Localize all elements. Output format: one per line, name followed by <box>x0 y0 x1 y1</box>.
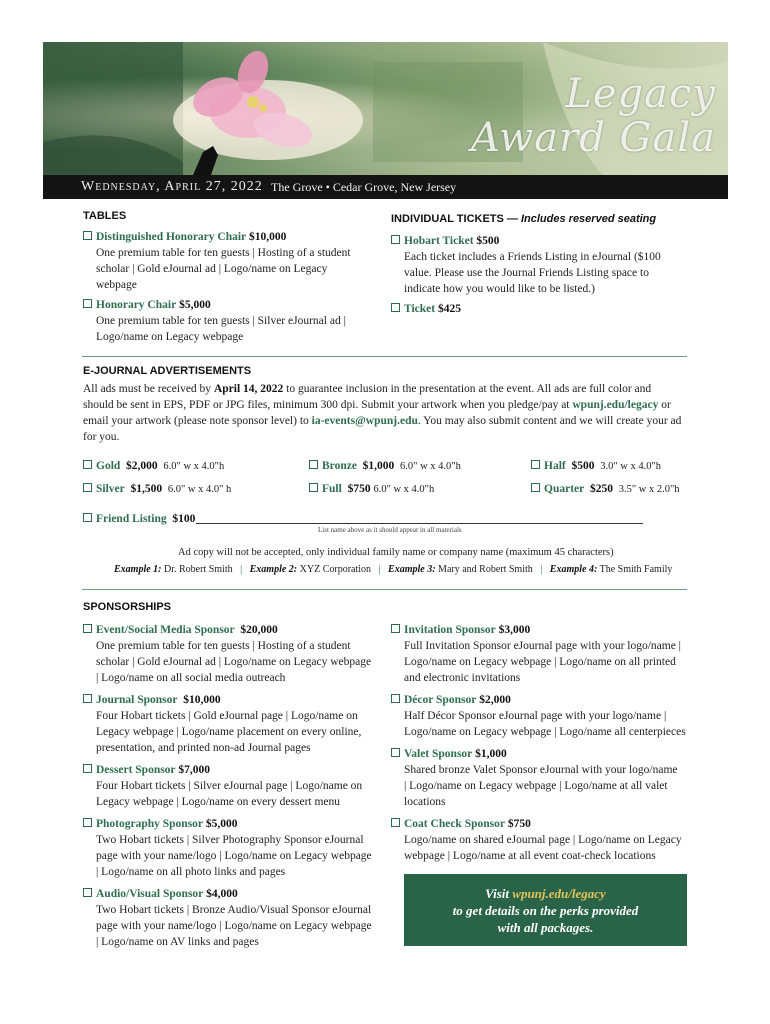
option-price: $4,000 <box>206 888 238 900</box>
option-name: Audio/Visual Sponsor <box>96 888 204 900</box>
option-price: $7,000 <box>178 764 211 776</box>
header-banner <box>43 42 728 175</box>
visit-line-2: to get details on the perks provided <box>452 903 639 918</box>
ticket-option-hobart[interactable] <box>391 233 499 249</box>
friend-listing-name: Friend Listing <box>96 513 167 525</box>
friend-listing-caption: List name above as it should appear in all materials <box>318 526 462 534</box>
desc-line: indicate how you would like to be listed.) <box>404 283 595 295</box>
friend-listing-option[interactable] <box>83 511 195 527</box>
checkbox-icon[interactable] <box>83 460 92 469</box>
desc-line: presentation, and printed non-ad Journal pages <box>96 742 311 754</box>
sponsor-option-valet[interactable] <box>391 746 507 762</box>
event-title <box>471 72 716 160</box>
option-name: Dessert Sponsor <box>96 764 176 776</box>
option-name: Journal Sponsor <box>96 694 178 706</box>
desc-line: Four Hobart tickets | Gold eJournal page | Logo/name on <box>96 710 358 722</box>
checkbox-icon[interactable] <box>391 694 400 703</box>
desc-line: Legacy webpage | Logo/name on every dessert menu <box>96 796 341 808</box>
checkbox-icon[interactable] <box>83 299 92 308</box>
ad-size: 6.0" w x 4.0" h <box>167 484 232 495</box>
desc-line: Two Hobart tickets | Silver Photography Sponsor eJournal <box>96 834 364 846</box>
text-run: email your artwork (please note sponsor level) to <box>83 415 312 427</box>
option-description <box>404 762 678 810</box>
option-name: Honorary Chair <box>96 299 177 311</box>
checkbox-icon[interactable] <box>391 235 400 244</box>
option-name: Valet Sponsor <box>404 748 473 760</box>
visit-text: Visit <box>485 886 513 901</box>
ad-name: Half <box>544 460 566 472</box>
option-name: Distinguished Honorary Chair <box>96 231 247 243</box>
desc-line: Each ticket includes a Friends Listing in eJournal ($100 <box>404 251 661 263</box>
sponsor-option-event-social[interactable] <box>83 622 278 638</box>
desc-line: scholar | Gold eJournal ad | Logo/name on Legacy <box>96 263 328 275</box>
option-description <box>404 832 682 864</box>
desc-line: | Logo/name on all social media outreach <box>96 672 286 684</box>
example-label: Example 4: <box>549 564 598 575</box>
desc-line: and electronic invitations <box>404 672 521 684</box>
checkbox-icon[interactable] <box>83 231 92 240</box>
visit-link[interactable]: wpunj.edu/legacy <box>512 886 606 901</box>
sponsor-option-invitation[interactable] <box>391 622 530 638</box>
option-name: Event/Social Media Sponsor <box>96 624 235 636</box>
ad-option-gold[interactable] <box>83 458 224 475</box>
checkbox-icon[interactable] <box>83 694 92 703</box>
sponsor-option-coat-check[interactable] <box>391 816 531 832</box>
sponsor-option-journal[interactable] <box>83 692 221 708</box>
tickets-heading-note: Includes reserved seating <box>520 213 657 225</box>
option-description <box>96 902 372 950</box>
option-description <box>96 313 346 345</box>
checkbox-icon[interactable] <box>391 303 400 312</box>
ad-option-silver[interactable] <box>83 481 231 498</box>
checkbox-icon[interactable] <box>391 818 400 827</box>
ad-price: $250 <box>589 483 613 495</box>
ad-name: Full <box>322 483 342 495</box>
friend-listing-input[interactable] <box>196 523 643 524</box>
option-name: Coat Check Sponsor <box>404 818 505 830</box>
ad-price: $1,000 <box>362 460 395 472</box>
text-run: or <box>658 399 671 411</box>
desc-line: | Logo/name on all photo links and pages <box>96 866 286 878</box>
checkbox-icon[interactable] <box>309 460 318 469</box>
example-label: Example 1: <box>114 564 162 575</box>
option-name: Hobart Ticket <box>404 235 474 247</box>
checkbox-icon[interactable] <box>83 818 92 827</box>
ad-option-half[interactable] <box>531 458 661 475</box>
email-link[interactable]: ia-events@wpunj.edu <box>311 415 418 427</box>
checkbox-icon[interactable] <box>83 764 92 773</box>
visit-callout-box <box>404 874 687 946</box>
section-divider <box>82 356 687 357</box>
option-name: Ticket <box>404 303 436 315</box>
option-name: Photography Sponsor <box>96 818 204 830</box>
desc-line: Half Décor Sponsor eJournal page with your logo/name | <box>404 710 667 722</box>
checkbox-icon[interactable] <box>83 483 92 492</box>
text-run: All ads must be received by <box>83 383 214 395</box>
option-price: $20,000 <box>240 624 278 636</box>
desc-line: Logo/name on Legacy webpage | Logo/name on all printed <box>404 656 676 668</box>
option-description <box>404 249 661 297</box>
visit-line-1 <box>404 885 687 902</box>
sponsorships-heading: SPONSORSHIPS <box>83 601 172 613</box>
title-line-2: Award Gala <box>470 115 716 161</box>
text-run: should be sent in EPS, PDF or JPG files, minimum 300 dpi. Submit your artwork when you pledge/pay at <box>83 399 573 411</box>
desc-line: Logo/name on Legacy webpage | Logo/name all centerpieces <box>404 726 686 738</box>
option-price: $2,000 <box>479 694 511 706</box>
ad-price: $2,000 <box>126 460 158 472</box>
desc-line: value. Please use the Journal Friends Listing space to <box>404 267 649 279</box>
desc-line: Logo/name on Legacy webpage <box>96 331 244 343</box>
ad-option-bronze[interactable] <box>309 458 461 475</box>
ad-price: $750 <box>347 483 371 495</box>
event-date: Wednesday, April 27, 2022 <box>81 179 263 194</box>
desc-line: locations <box>404 796 446 808</box>
checkbox-icon[interactable] <box>83 513 92 522</box>
option-price: $10,000 <box>183 694 221 706</box>
desc-line: scholar | Gold eJournal ad | Logo/name on Legacy webpage <box>96 656 372 668</box>
website-link[interactable]: wpunj.edu/legacy <box>572 399 659 411</box>
option-price: $5,000 <box>205 818 238 830</box>
example-text: Mary and Robert Smith <box>438 564 533 575</box>
desc-line: Logo/name on shared eJournal page | Logo/name on Legacy <box>404 834 682 846</box>
option-description <box>404 708 686 740</box>
deadline-date: April 14, 2022 <box>213 383 284 395</box>
checkbox-icon[interactable] <box>391 748 400 757</box>
option-description <box>96 638 371 686</box>
desc-line: Two Hobart tickets | Bronze Audio/Visual Sponsor eJournal <box>96 904 372 916</box>
desc-line: One premium table for ten guests | Silver eJournal ad | <box>96 315 346 327</box>
desc-line: One premium table for ten guests | Hosting of a student <box>96 247 351 259</box>
option-description <box>404 638 681 686</box>
option-price: $750 <box>507 818 531 830</box>
sponsor-option-audio-visual[interactable] <box>83 886 238 902</box>
ad-option-quarter[interactable] <box>531 481 680 498</box>
checkbox-icon[interactable] <box>83 888 92 897</box>
option-price: $5,000 <box>179 299 211 311</box>
ad-copy-note: Ad copy will not be accepted, only individual family name or company name (maximum 45 characters) <box>178 547 614 558</box>
friend-listing-price: $100 <box>172 513 196 525</box>
option-price: $1,000 <box>475 748 507 760</box>
ad-size: 6.0" w x 4.0"h <box>163 461 225 472</box>
ad-size: 6.0" w x 4.0"h <box>373 484 435 495</box>
checkbox-icon[interactable] <box>531 483 540 492</box>
ticket-option-standard[interactable] <box>391 301 461 317</box>
ad-size: 3.0" w x 4.0"h <box>600 461 662 472</box>
ad-name: Quarter <box>544 483 585 495</box>
ad-size: 6.0" w x 4.0"h <box>400 461 461 472</box>
option-name: Décor Sponsor <box>404 694 477 706</box>
ejournal-line <box>83 397 693 413</box>
option-description <box>96 778 362 810</box>
desc-line: page with your name/logo | Logo/name on Legacy webpage <box>96 850 372 862</box>
desc-line: Shared bronze Valet Sponsor eJournal with your logo/name <box>404 764 678 776</box>
ejournal-line: for you. <box>83 431 120 443</box>
example-text: The Smith Family <box>599 564 673 575</box>
example-text: Dr. Robert Smith <box>164 564 233 575</box>
example-text: XYZ Corporation <box>299 564 372 575</box>
option-description <box>96 245 351 293</box>
desc-line: Four Hobart tickets | Silver eJournal page | Logo/name on <box>96 780 363 792</box>
ad-price: $1,500 <box>130 483 163 495</box>
text-run: . You may also submit content and we will create your ad <box>417 415 682 427</box>
ad-price: $500 <box>571 460 595 472</box>
date-strip <box>43 175 728 199</box>
desc-line: One premium table for ten guests | Hosting of a student <box>96 640 351 652</box>
desc-line: Full Invitation Sponsor eJournal page with your logo/name | <box>404 640 681 652</box>
ad-name: Silver <box>96 483 125 495</box>
checkbox-icon[interactable] <box>309 483 318 492</box>
example-label: Example 3: <box>388 564 436 575</box>
sponsor-option-dessert[interactable] <box>83 762 210 778</box>
ad-size: 3.5" w x 2.0"h <box>618 484 680 495</box>
desc-line: | Logo/name on AV links and pages <box>96 936 259 948</box>
examples-row: Example 1: Dr. Robert Smith | Example 2: XYZ Corporation | Example 3: Mary and Robert Smith | Example 4: The Smith Family <box>114 564 673 575</box>
checkbox-icon[interactable] <box>531 460 540 469</box>
ad-option-full[interactable] <box>309 481 434 498</box>
option-price: $425 <box>437 303 461 315</box>
option-name: Invitation Sponsor <box>404 624 496 636</box>
example-label: Example 2: <box>249 564 298 575</box>
desc-line: webpage | Logo/name at all event coat-check locations <box>404 850 656 862</box>
table-option-honorary[interactable] <box>83 297 211 313</box>
ad-name: Bronze <box>322 460 357 472</box>
option-description <box>96 832 372 880</box>
event-location: The Grove • Cedar Grove, New Jersey <box>271 180 457 194</box>
checkbox-icon[interactable] <box>391 624 400 633</box>
sponsor-option-decor[interactable] <box>391 692 511 708</box>
text-run: to guarantee inclusion in the presentation at the event. All ads are full color and <box>283 383 652 395</box>
desc-line: | Logo/name on Legacy webpage | Logo/name at all valet <box>404 780 668 792</box>
ejournal-instructions <box>83 381 693 445</box>
ad-name: Gold <box>96 460 121 472</box>
tables-heading: TABLES <box>83 210 127 222</box>
option-description <box>96 708 361 756</box>
table-option-distinguished[interactable] <box>83 229 286 245</box>
ejournal-line <box>83 413 693 429</box>
desc-line: page with your name/logo | Logo/name on Legacy webpage <box>96 920 372 932</box>
option-price: $3,000 <box>498 624 531 636</box>
desc-line: webpage <box>96 279 137 291</box>
option-price: $10,000 <box>249 231 287 243</box>
section-divider <box>82 589 687 590</box>
visit-line-3: with all packages. <box>497 920 594 935</box>
tickets-heading <box>391 213 656 225</box>
sponsor-option-photography[interactable] <box>83 816 238 832</box>
ejournal-line <box>83 381 693 397</box>
option-price: $500 <box>476 235 500 247</box>
desc-line: Legacy webpage | Logo/name placement on every online, <box>96 726 362 738</box>
title-line-1: Legacy <box>565 71 716 117</box>
checkbox-icon[interactable] <box>83 624 92 633</box>
tickets-heading-text: INDIVIDUAL TICKETS — <box>391 213 521 225</box>
ejournal-heading: E-JOURNAL ADVERTISEMENTS <box>83 365 252 377</box>
